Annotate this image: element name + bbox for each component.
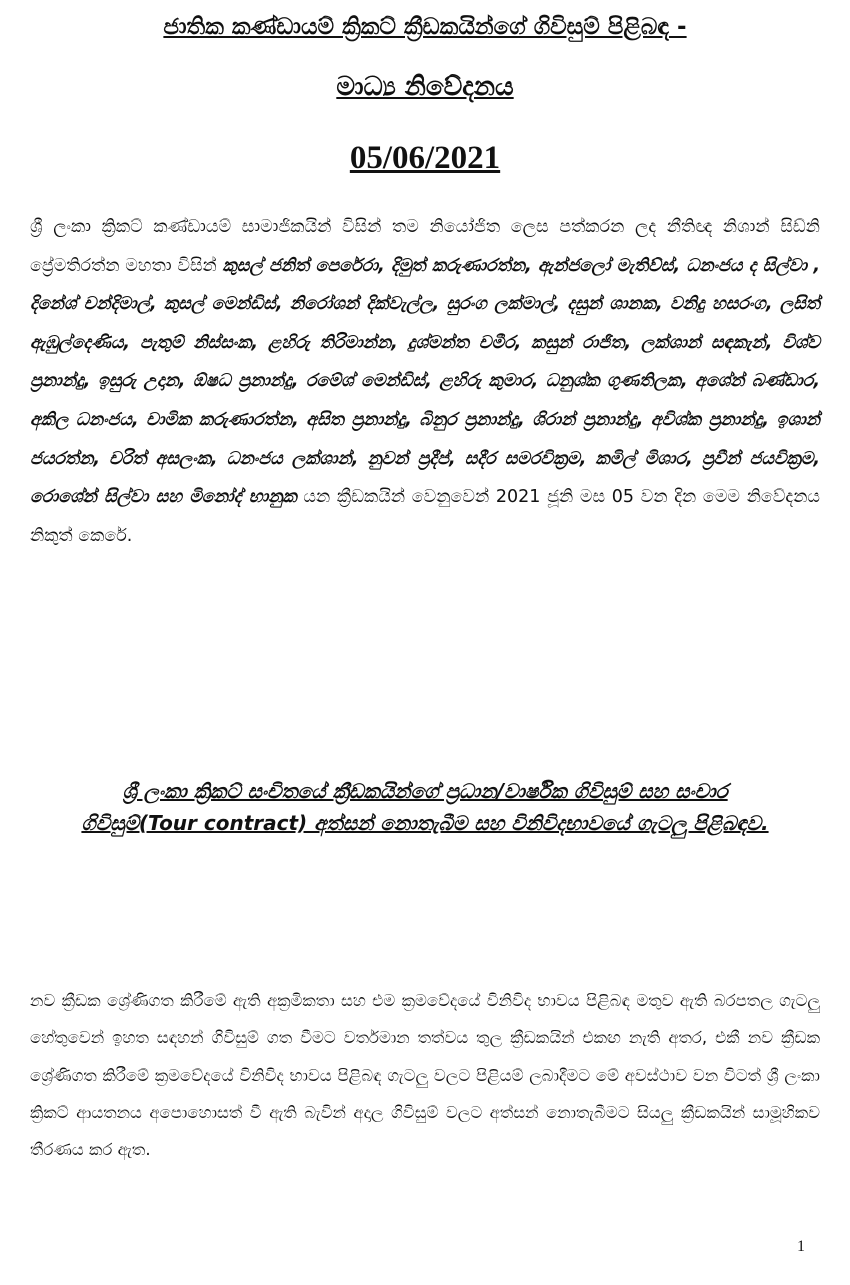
paragraph-intro: [30, 208, 820, 555]
paragraph-intro-lead: ශ්‍රී ලංකා ක්‍රිකට් කණ්ඩායම් සාමාජිකයින් විසින් තම නියෝජිත ලෙස පත්කරන ලද නීතිඥ නිශාන් සිඩ්නි ප්‍රේමතිරත්න මහතා විසින්: [30, 217, 820, 276]
document-subtitle: මාධ්‍ය නිවේදනය: [336, 72, 514, 102]
player-list: කුසල් ජනිත් පෙරේරා, දිමුත් කරුණාරත්න, ඇන්ජලෝ මැතිව්ස්, ධනංජය ද සිල්වා , දිනේශ් චන්දිමාල්, කුසල් මෙන්ඩිස්, නිරෝශන් දික්වැල්ල, සුරංග ලක්මාල්, දසුන් ශානක, වනිදු හසරංග, ලසිත් ඇඹුල්දෙණිය, පැතුම් නිස්සංක, ළහිරු තිරිමාන්න, දුශ්මන්ත චමීර, කසුන් රාජිත, ලක්ශාන් සඳකැන්, විශ්ව ප්‍රනාන්දු, ඉසුරු උදාන, ඕෂධ ප්‍රනාන්දු, රමේශ් මෙන්ඩිස්, ළහිරු කුමාර, ධනුශ්ක ගුණතිලක, අශේන් බණ්ඩාර, අකිල ධනංජය, චාමික කරුණාරත්න, අසිත ප්‍රනාන්දු, බිනුර ප්‍රනාන්දු, ශිරාන් ප්‍රනාන්දු, අවිශ්ක ප්‍රනාන්දු, ඉශාන් ජයරත්න, චරිත් අසලංක, ධනංජය ලක්ශාන්, නුවන් ප්‍රදීප්, සදීර සමරවික්‍රම, කමිල් මිශාර, ප්‍රවීන් ජයවික්‍රම, රොශේන් සිල්වා සහ මිනෝද් භානුක: [30, 255, 821, 508]
paragraph-body: නව ක්‍රීඩක ශ්‍රේණිගත කිරීමේ ඇති අක්‍රමිකතා සහ එම ක්‍රමවේදයේ විනිවිද භාවය පිළිබඳ මතුව ඇති බරපතල ගැටලු හේතුවෙන් ඉහත සඳහන් ගිවිසුම් ගත වීමට වර්තමාන තත්වය තුල ක්‍රීඩකයින් එකඟ නැති අතර, එකී නව ක්‍රීඩක ශ්‍රේණිගත කිරීමේ ක්‍රමවේදයේ විනිවිද භාවය පිළිබඳ ගැටලු වලට පිළියම් ලබාදීමට මේ අවස්ථාව වන විටත් ශ්‍රී ලංකා ක්‍රිකට් ආයතනය අපොහොසත් වී ඇති බැවින් අදාල ගිවිසුම් වලට අත්සන් නොතැබීමට සියලු ක්‍රීඩකයින් සාමූහිකව තීරණය කර ඇත.: [30, 991, 820, 1160]
document-title: ජාතික කණ්ඩායම් ක්‍රිකට් ක්‍රීඩකයින්ගේ ගිවිසුම් පිළිබඳ -: [163, 14, 687, 40]
section-heading: ශ්‍රී ලංකා ක්‍රිකට් සංචිතයේ ක්‍රීඩකයින්ගේ ප්‍රධාන/වාර්ෂික ගිවිසුම් සහ සංචාර ගිවිසුම්(Tour contract) අත්සන් නොතැබීම සහ විනිවිදභාවයේ ගැටලු පිළිබඳව.: [81, 779, 769, 835]
paragraph-intro-tail: යන ක්‍රීඩකයින් වෙනුවෙන් 2021 ජූනි මස 05 වන දින මෙම නිවේදනය නිකුත් කෙරේ.: [30, 487, 820, 546]
page-number: 1: [797, 1238, 805, 1255]
document-date: 05/06/2021: [349, 140, 501, 176]
